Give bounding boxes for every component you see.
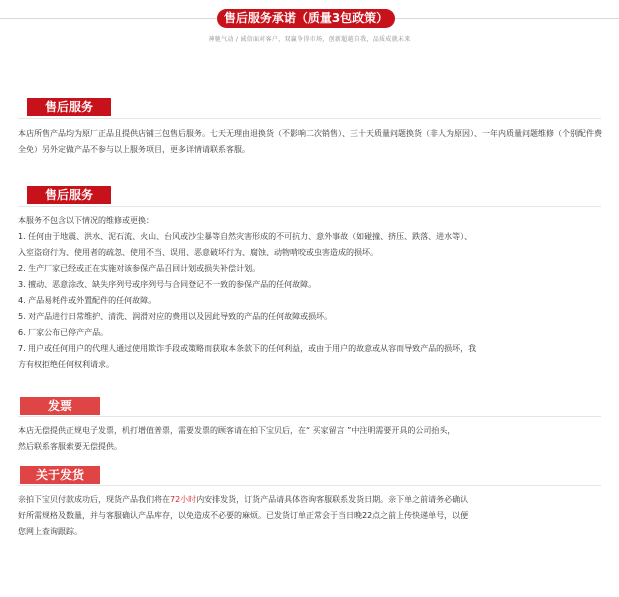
shipping-text [18, 492, 603, 540]
section-heading-exclusions: 售后服务 [27, 186, 111, 204]
list-item: 3. 擅动、恶意涂改、缺失序列号或序列号与合同登记不一致的参保产品的任何故障。 [18, 280, 317, 289]
section-heading-invoice: 发票 [20, 397, 100, 415]
section-heading-shipping: 关于发货 [20, 466, 100, 484]
list-item: 本服务不包含以下情况的维修或更换： [18, 216, 154, 225]
list-item: 1. 任何由于地震、洪水、泥石流、火山、台风或沙尘暴等自然灾害形成的不可抗力、意外事故（如碰撞、挤压、跌落、进水等）、 [18, 232, 473, 241]
shipping-line: 亲拍下宝贝付款成功后，现货产品我们将在72小时内安排发货，订货产品请具体咨询客服联系发货日期。亲下单之前请务必确认 [18, 495, 469, 504]
shipping-time-highlight: 72小时 [170, 495, 197, 504]
invoice-line: 本店无偿提供正规电子发票，机打增值普票，需要发票的顾客请在拍下宝贝后，在“ 买家留言 ”中注明需要开具的公司抬头， [18, 426, 456, 435]
exclusions-list [18, 213, 603, 373]
after-sales-paragraph: 本店所售产品均为原厂正品且提供店铺三包售后服务。七天无理由退换货（不影响二次销售）、三十天质量问题换货（非人为原因）、一年内质量问题维修（个别配件费全免）另外定做产品不参与以上服务项目，更多详情请联系客服。 [18, 129, 602, 154]
section-divider [18, 118, 601, 119]
list-item: 6. 厂家公布已停产产品。 [18, 328, 109, 337]
page-title: 售后服务承诺（质量3包政策） [217, 9, 395, 28]
list-item: 7. 用户或任何用户的代理人通过使用欺诈手段或策略而获取本条款下的任何利益，或由于用户的故意或从容而导致产品的损坏，我 [18, 344, 477, 353]
invoice-text [18, 423, 603, 455]
list-item: 方有权拒绝任何权利请求。 [18, 360, 114, 369]
section-heading-after-sales: 售后服务 [27, 98, 111, 116]
list-item: 5. 对产品进行日常维护、清洗、润滑对应的费用以及因此导致的产品的任何故障或损坏。 [18, 312, 333, 321]
slogan: 神驰气动 / 诚信面对客户，双赢争得市场，创新超越自我，品质成就未来 [208, 36, 411, 43]
section-divider [18, 416, 601, 417]
list-item: 入室盗窃行为、使用者的疏忽、使用不当、误用、恶意破坏行为、腐蚀、动物啃咬或虫害造成的损坏。 [18, 248, 378, 257]
section-divider [18, 206, 601, 207]
section-divider [18, 485, 601, 486]
shipping-line: 好所需规格及数量，并与客服确认产品库存，以免造成不必要的麻烦。已发货订单正常会于当日晚22点之前上传快递单号，以便 [18, 511, 469, 520]
list-item: 2. 生产厂家已经或正在实施对该参保产品召回计划或损失补偿计划。 [18, 264, 261, 273]
list-item: 4. 产品易耗件或外置配件的任何故障。 [18, 296, 157, 305]
shipping-line: 您网上查询跟踪。 [18, 527, 82, 536]
invoice-line: 然后联系客服索要无偿提供。 [18, 442, 122, 451]
